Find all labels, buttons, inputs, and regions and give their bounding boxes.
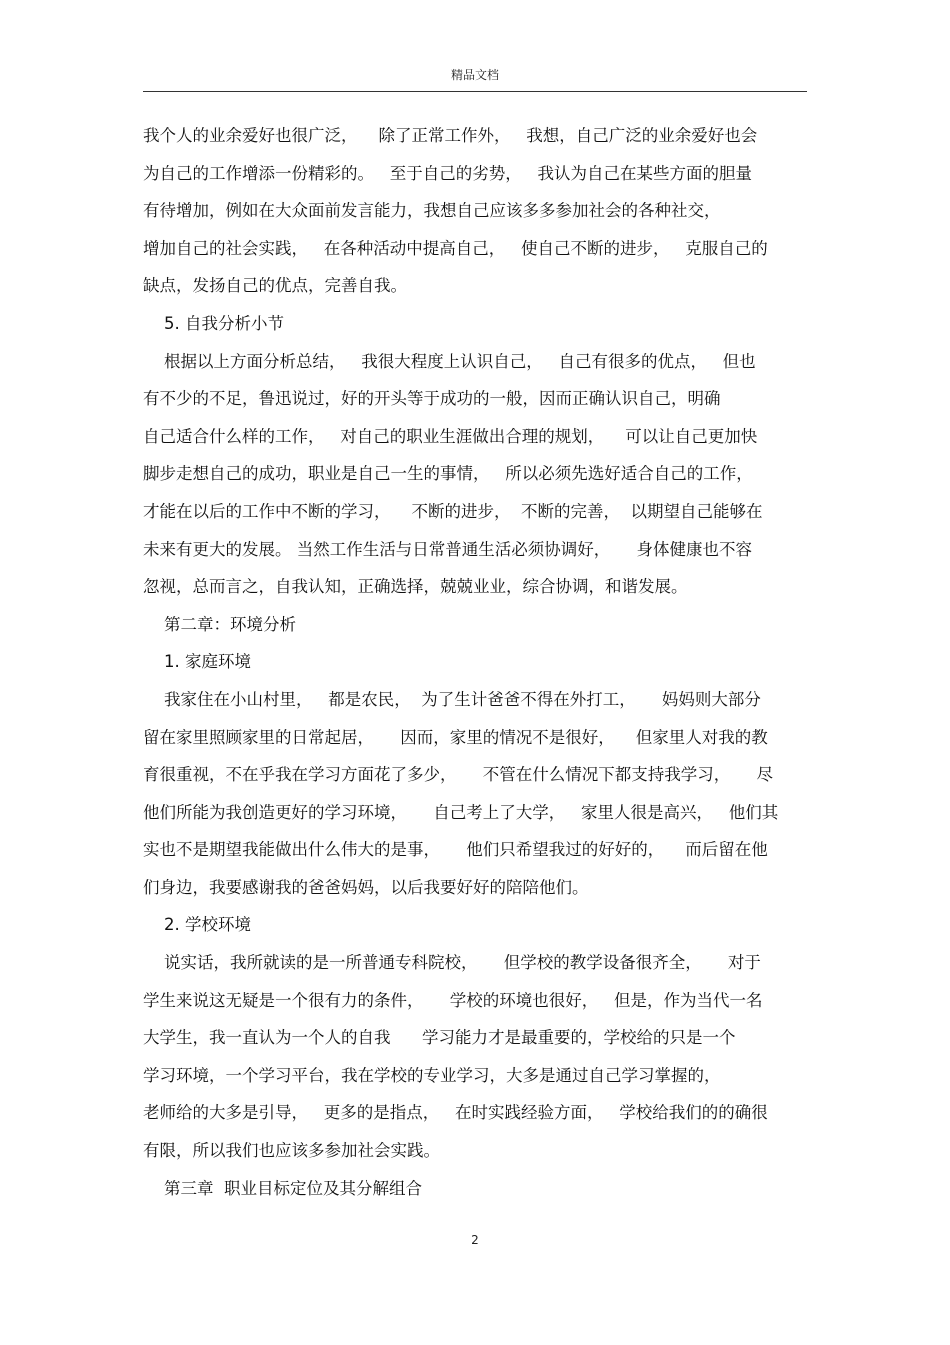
- text-line: 根据以上方面分析总结， 我很大程度上认识自己， 自己有很多的优点， 但也: [143, 351, 756, 371]
- page-header: 精品文档: [450, 68, 499, 82]
- text-line: 有待增加，例如在大众面前发言能力，我想自己应该多多参加社会的各种社交，: [143, 201, 721, 221]
- text-line: 大学生，我一直认为一个人的自我 学习能力才是最重要的，学校给的只是一个: [143, 1028, 736, 1048]
- text-line: 为自己的工作增添一份精彩的。 至于自己的劣势， 我认为自己在某些方面的胆量: [143, 163, 752, 183]
- text-line: 有限，所以我们也应该多参加社会实践。: [143, 1141, 440, 1161]
- text-line: 说实话，我所就读的是一所普通专科院校， 但学校的教学设备很齐全， 对于: [143, 953, 761, 973]
- text-line: 脚步走想自己的成功，职业是自己一生的事情， 所以必须先选好适合自己的工作，: [143, 464, 753, 484]
- text-line: 才能在以后的工作中不断的学习， 不断的进步， 不断的完善， 以期望自己能够在: [143, 501, 763, 521]
- text-line: 老师给的大多是引导， 更多的是指点， 在时实践经验方面， 学校给我们的的确很: [143, 1103, 768, 1123]
- text-line: 学习环境，一个学习平台，我在学校的专业学习，大多是通过自己学习掌握的，: [143, 1065, 721, 1085]
- chapter-heading: 第三章 职业目标定位及其分解组合: [143, 1178, 422, 1198]
- text-line: 实也不是期望我能做出什么伟大的是事， 他们只希望我过的好好的， 而后留在他: [143, 840, 768, 860]
- text-line: 他们所能为我创造更好的学习环境， 自己考上了大学， 家里人很是高兴， 他们其: [143, 802, 779, 822]
- section-heading: 1. 家庭环境: [143, 652, 251, 672]
- section-heading: 2. 学校环境: [143, 915, 251, 935]
- text-line: 缺点，发扬自己的优点，完善自我。: [143, 276, 407, 296]
- text-line: 增加自己的社会实践， 在各种活动中提高自己， 使自己不断的进步， 克服自己的: [143, 238, 768, 258]
- text-line: 忽视，总而言之，自我认知，正确选择，兢兢业业，综合协调，和谐发展。: [143, 577, 688, 597]
- text-line: 我家住在小山村里， 都是农民， 为了生计爸爸不得在外打工， 妈妈则大部分: [143, 689, 761, 709]
- text-line: 育很重视，不在乎我在学习方面花了多少， 不管在什么情况下都支持我学习， 尽: [143, 765, 773, 785]
- chapter-heading: 第二章：环境分析: [143, 614, 296, 634]
- page-number: 2: [471, 1233, 479, 1247]
- header-divider: [143, 91, 807, 92]
- text-line: 未来有更大的发展。 当然工作生活与日常普通生活必须协调好， 身体健康也不容: [143, 539, 752, 559]
- section-heading: 5. 自我分析小节: [143, 313, 284, 333]
- text-line: 我个人的业余爱好也很广泛， 除了正常工作外， 我想，自己广泛的业余爱好也会: [143, 126, 758, 145]
- text-line: 们身边，我要感谢我的爸爸妈妈，以后我要好好的陪陪他们。: [143, 877, 589, 897]
- text-line: 有不少的不足，鲁迅说过，好的开头等于成功的一般，因而正确认识自己，明确: [143, 389, 721, 409]
- document-body: [143, 117, 813, 1207]
- text-line: 自己适合什么样的工作， 对自己的职业生涯做出合理的规划， 可以让自己更加快: [143, 426, 758, 446]
- text-line: 学生来说这无疑是一个很有力的条件， 学校的环境也很好， 但是，作为当代一名: [143, 990, 763, 1010]
- text-line: 留在家里照顾家里的日常起居， 因而，家里的情况不是很好， 但家里人对我的教: [143, 727, 768, 747]
